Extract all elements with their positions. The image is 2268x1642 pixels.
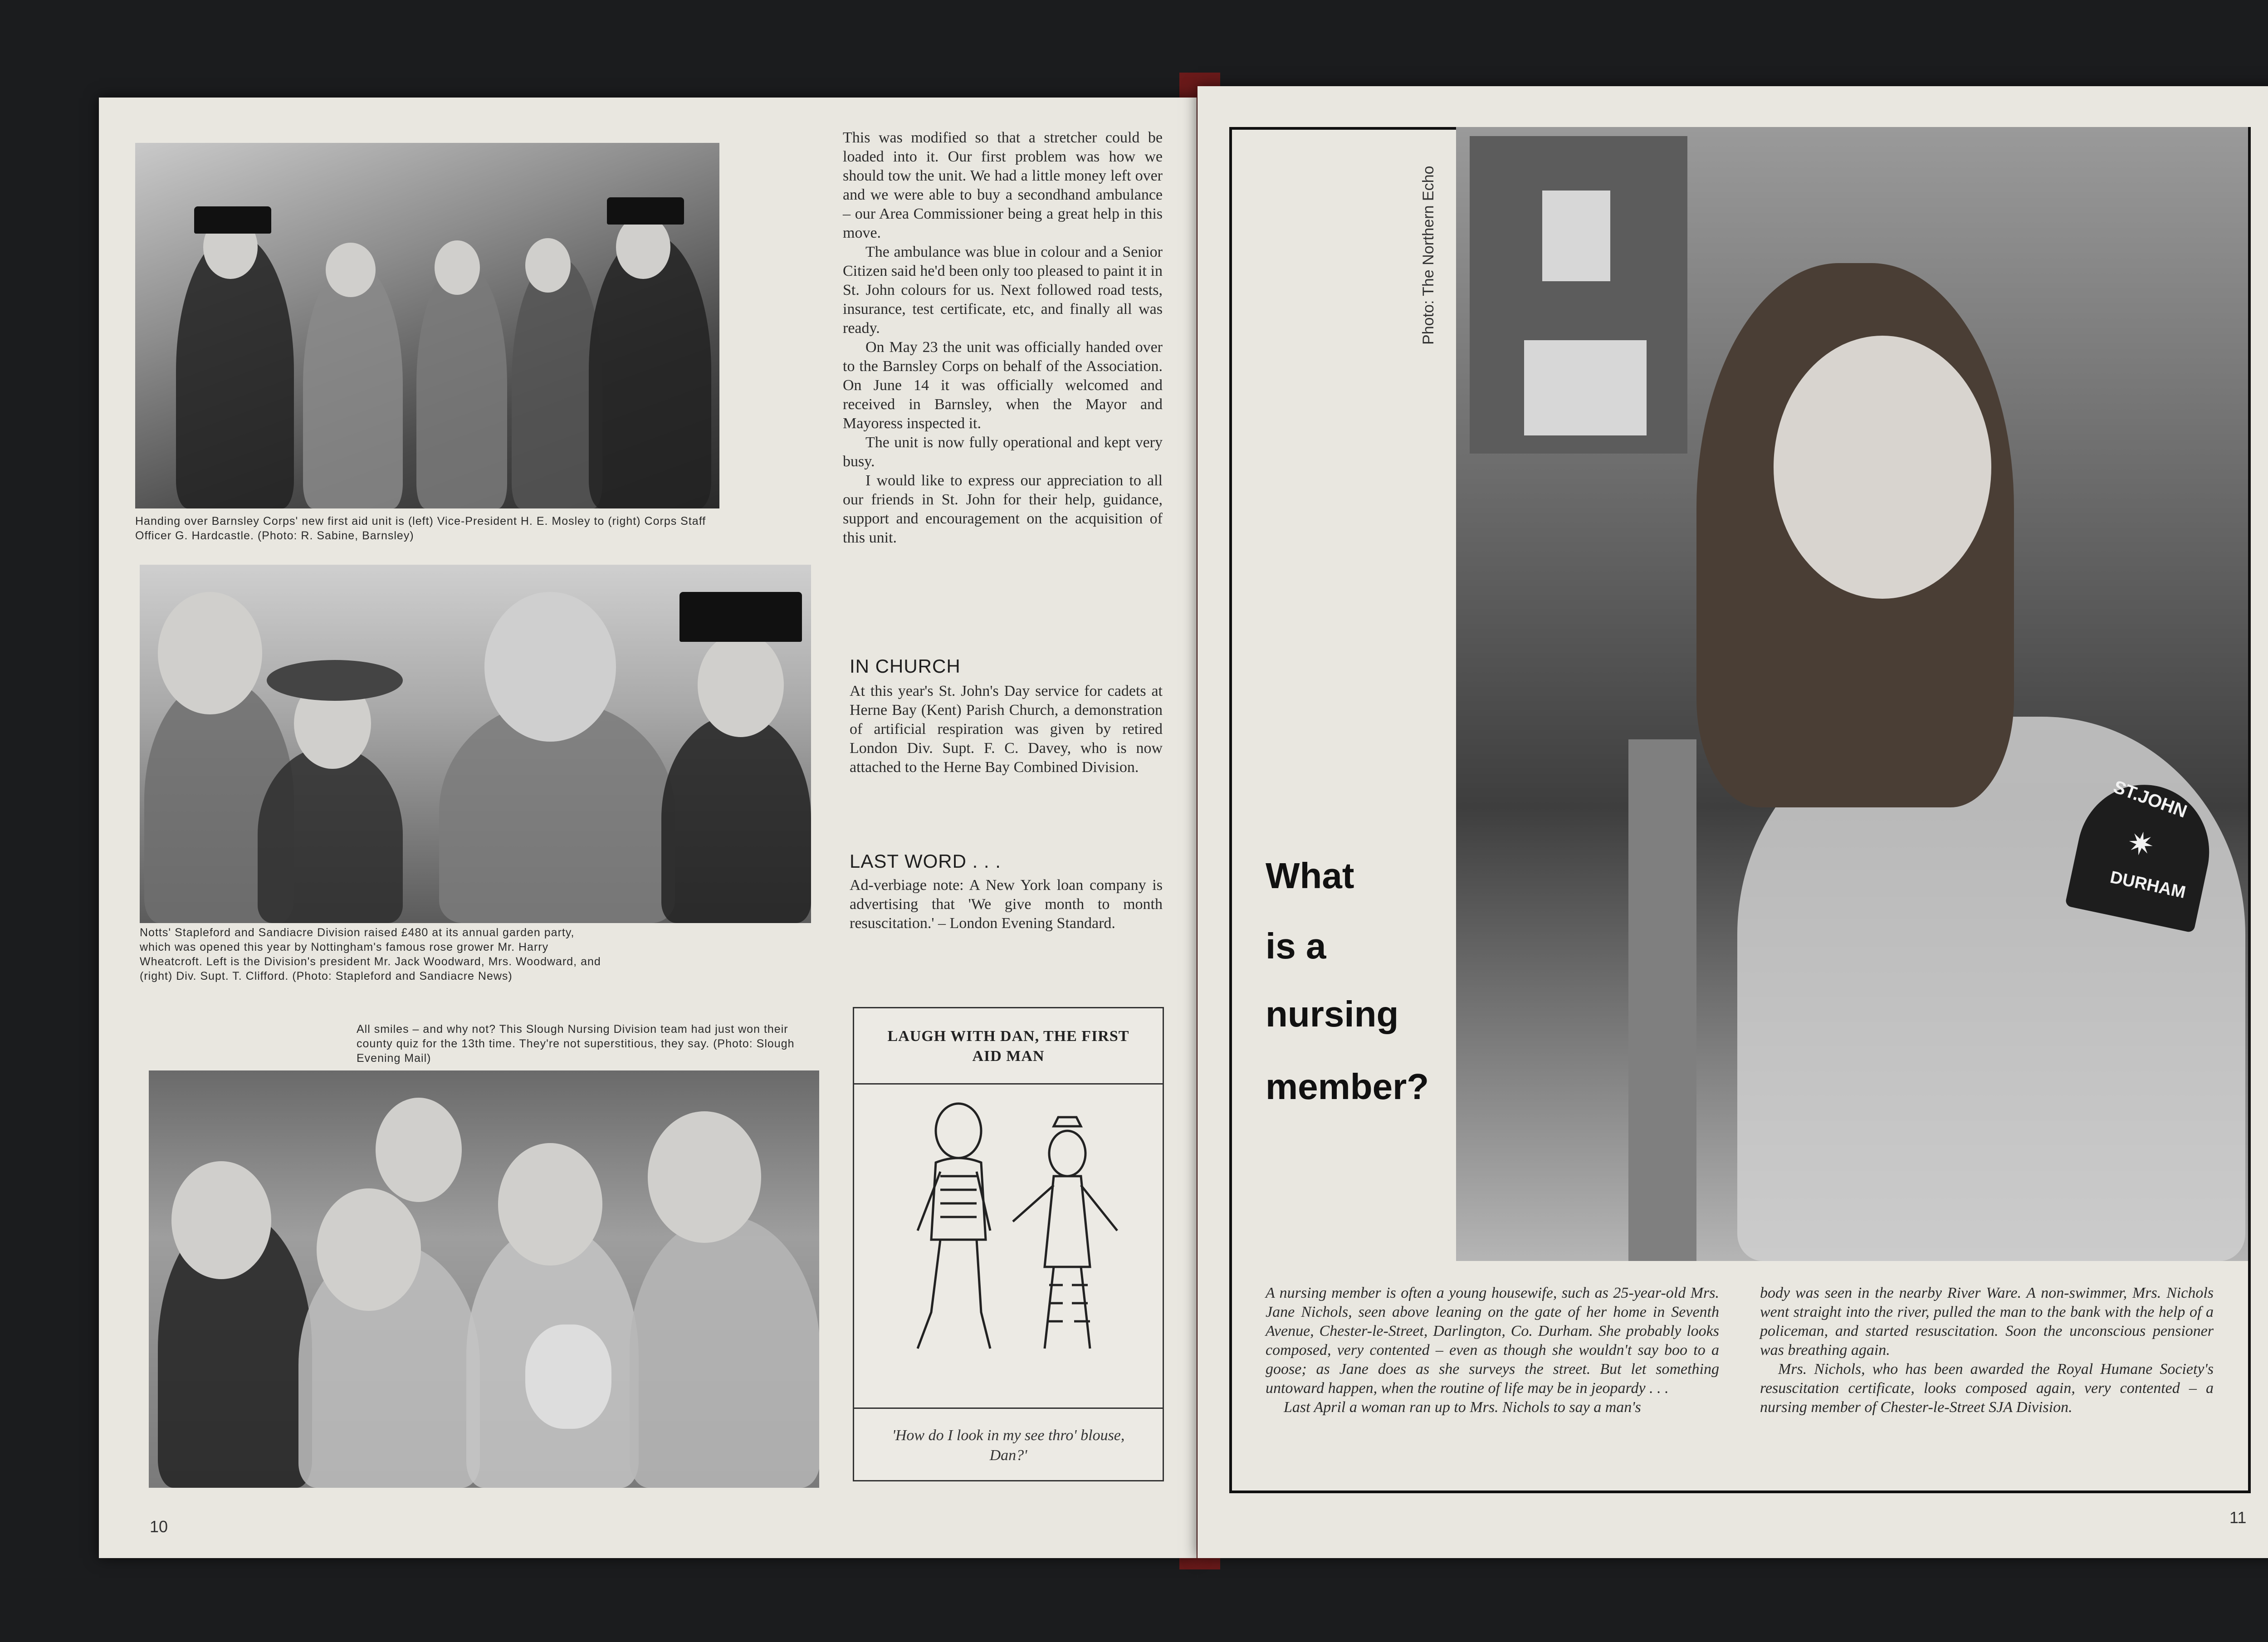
headline-line-2: is a (1266, 926, 1326, 966)
in-church-paragraph: At this year's St. John's Day service for cadets at Herne Bay (Kent) Parish Church, a demonstration of artificial respiration was given by retired London Div. Supt. F. C. Davey, who is now attached to the Herne Bay Combined Division. (850, 683, 1163, 776)
stapleford-photo-caption: Notts' Stapleford and Sandiacre Division raised £480 at its annual garden party, which was opened this year by Nottingham's famous rose grower Mr. Harry Wheatcroft. Left is the Division's president Mr. Jack Woodward, Mrs. Woodward, and (right) Div. Supt. T. Clifford. (Photo: Stapleford and Sandiacre News) (140, 926, 601, 982)
jane-nichols-portrait-photo (1456, 127, 2248, 1261)
slough-photo-caption: All smiles – and why not? This Slough Nursing Division team had just won their county quiz for the 13th time. They're not superstitious, they say. (Photo: Slough Evening Mail) (357, 1023, 795, 1065)
badge-top-text: ST.JOHN (2111, 777, 2190, 822)
page-number-left: 10 (150, 1517, 168, 1536)
cartoon-title: LAUGH WITH DAN, THE FIRST AID MAN (887, 1028, 1129, 1065)
cartoon-divider-top (854, 1083, 1163, 1085)
photo-credit: Photo: The Northern Echo (1420, 166, 1437, 345)
badge-bottom-text: DURHAM (2108, 867, 2188, 903)
article-paragraph: The ambulance was blue in colour and a Senior Citizen said he'd been only too pleased to paint it in St. John colours for us. Next followed road tests, insurance, test certificate, etc, and finally all was ready. (843, 244, 1163, 337)
cartoon-illustration (863, 1095, 1154, 1367)
last-word-paragraph: Ad-verbiage note: A New York loan company is advertising that 'We give month to month resuscitation.' – London Evening Standard. (850, 877, 1163, 932)
cartoon-box (853, 1007, 1164, 1481)
article-paragraph: This was modified so that a stretcher could be loaded into it. Our first problem was how we should tow the unit. We had a little money left over and we were able to buy a secondhand ambulance – our Area Commissioner being a great help in this move. (843, 129, 1163, 241)
left-page (99, 98, 1197, 1558)
headline-line-1: What (1266, 855, 1354, 896)
feature-text-column-1 (1266, 1284, 1719, 1417)
article-paragraph: The unit is now fully operational and kept very busy. (843, 434, 1163, 470)
feature-paragraph: A nursing member is often a young housewife, such as 25-year-old Mrs. Jane Nichols, seen above leaning on the gate of her home in Seventh Avenue, Chester-le-Street, Darlington, Co. Durham. She probably looks composed, very contented – even as though she wouldn't say boo to a goose; as Jane does as she surveys the street. But let something untoward happen, when the routine of life may be in jeopardy . . . (1266, 1285, 1719, 1397)
cartoon-divider-bottom (854, 1407, 1163, 1409)
barnsley-handover-photo (135, 143, 719, 508)
badge-cross-icon: ✷ (2124, 825, 2157, 865)
feature-paragraph: Last April a woman ran up to Mrs. Nichols to say a man's (1284, 1399, 1641, 1416)
slough-quiz-team-photo (149, 1070, 819, 1488)
in-church-heading: IN CHURCH (850, 655, 961, 677)
article-column (843, 128, 1163, 547)
cartoon-caption: 'How do I look in my see thro' blouse, Dan?' (892, 1427, 1125, 1464)
headline-line-4: member? (1266, 1066, 1429, 1107)
barnsley-photo-caption: Handing over Barnsley Corps' new first aid unit is (left) Vice-President H. E. Mosley to (right) Corps Staff Officer G. Hardcastle. (Photo: R. Sabine, Barnsley) (135, 515, 706, 542)
stapleford-garden-party-photo (140, 565, 811, 923)
last-word-text (850, 876, 1163, 933)
feature-paragraph: body was seen in the nearby River Ware. A non-swimmer, Mrs. Nichols went straight into the river, pulled the man to the bank with the help of a policeman, and started resuscitation. Soon the unconscious pensioner was breathing again. (1760, 1285, 2214, 1359)
page-number-right: 11 (2229, 1508, 2247, 1527)
headline-line-3: nursing (1266, 994, 1399, 1034)
last-word-heading: LAST WORD . . . (850, 850, 1001, 872)
article-paragraph: On May 23 the unit was officially handed over to the Barnsley Corps on behalf of the Association. On June 14 it was officially welcomed and received in Barnsley, when the Mayor and Mayoress inspected it. (843, 339, 1163, 432)
article-paragraph: I would like to express our appreciation to all our friends in St. John for their help, guidance, support and encouragement on the acquisition of this unit. (843, 472, 1163, 546)
in-church-text (850, 682, 1163, 777)
feature-paragraph: Mrs. Nichols, who has been awarded the Royal Humane Society's resuscitation certificate, looks composed again, very contented – a nursing member of Chester-le-Street SJA Division. (1760, 1361, 2214, 1416)
right-page (1198, 86, 2268, 1558)
feature-text-column-2 (1760, 1284, 2214, 1417)
